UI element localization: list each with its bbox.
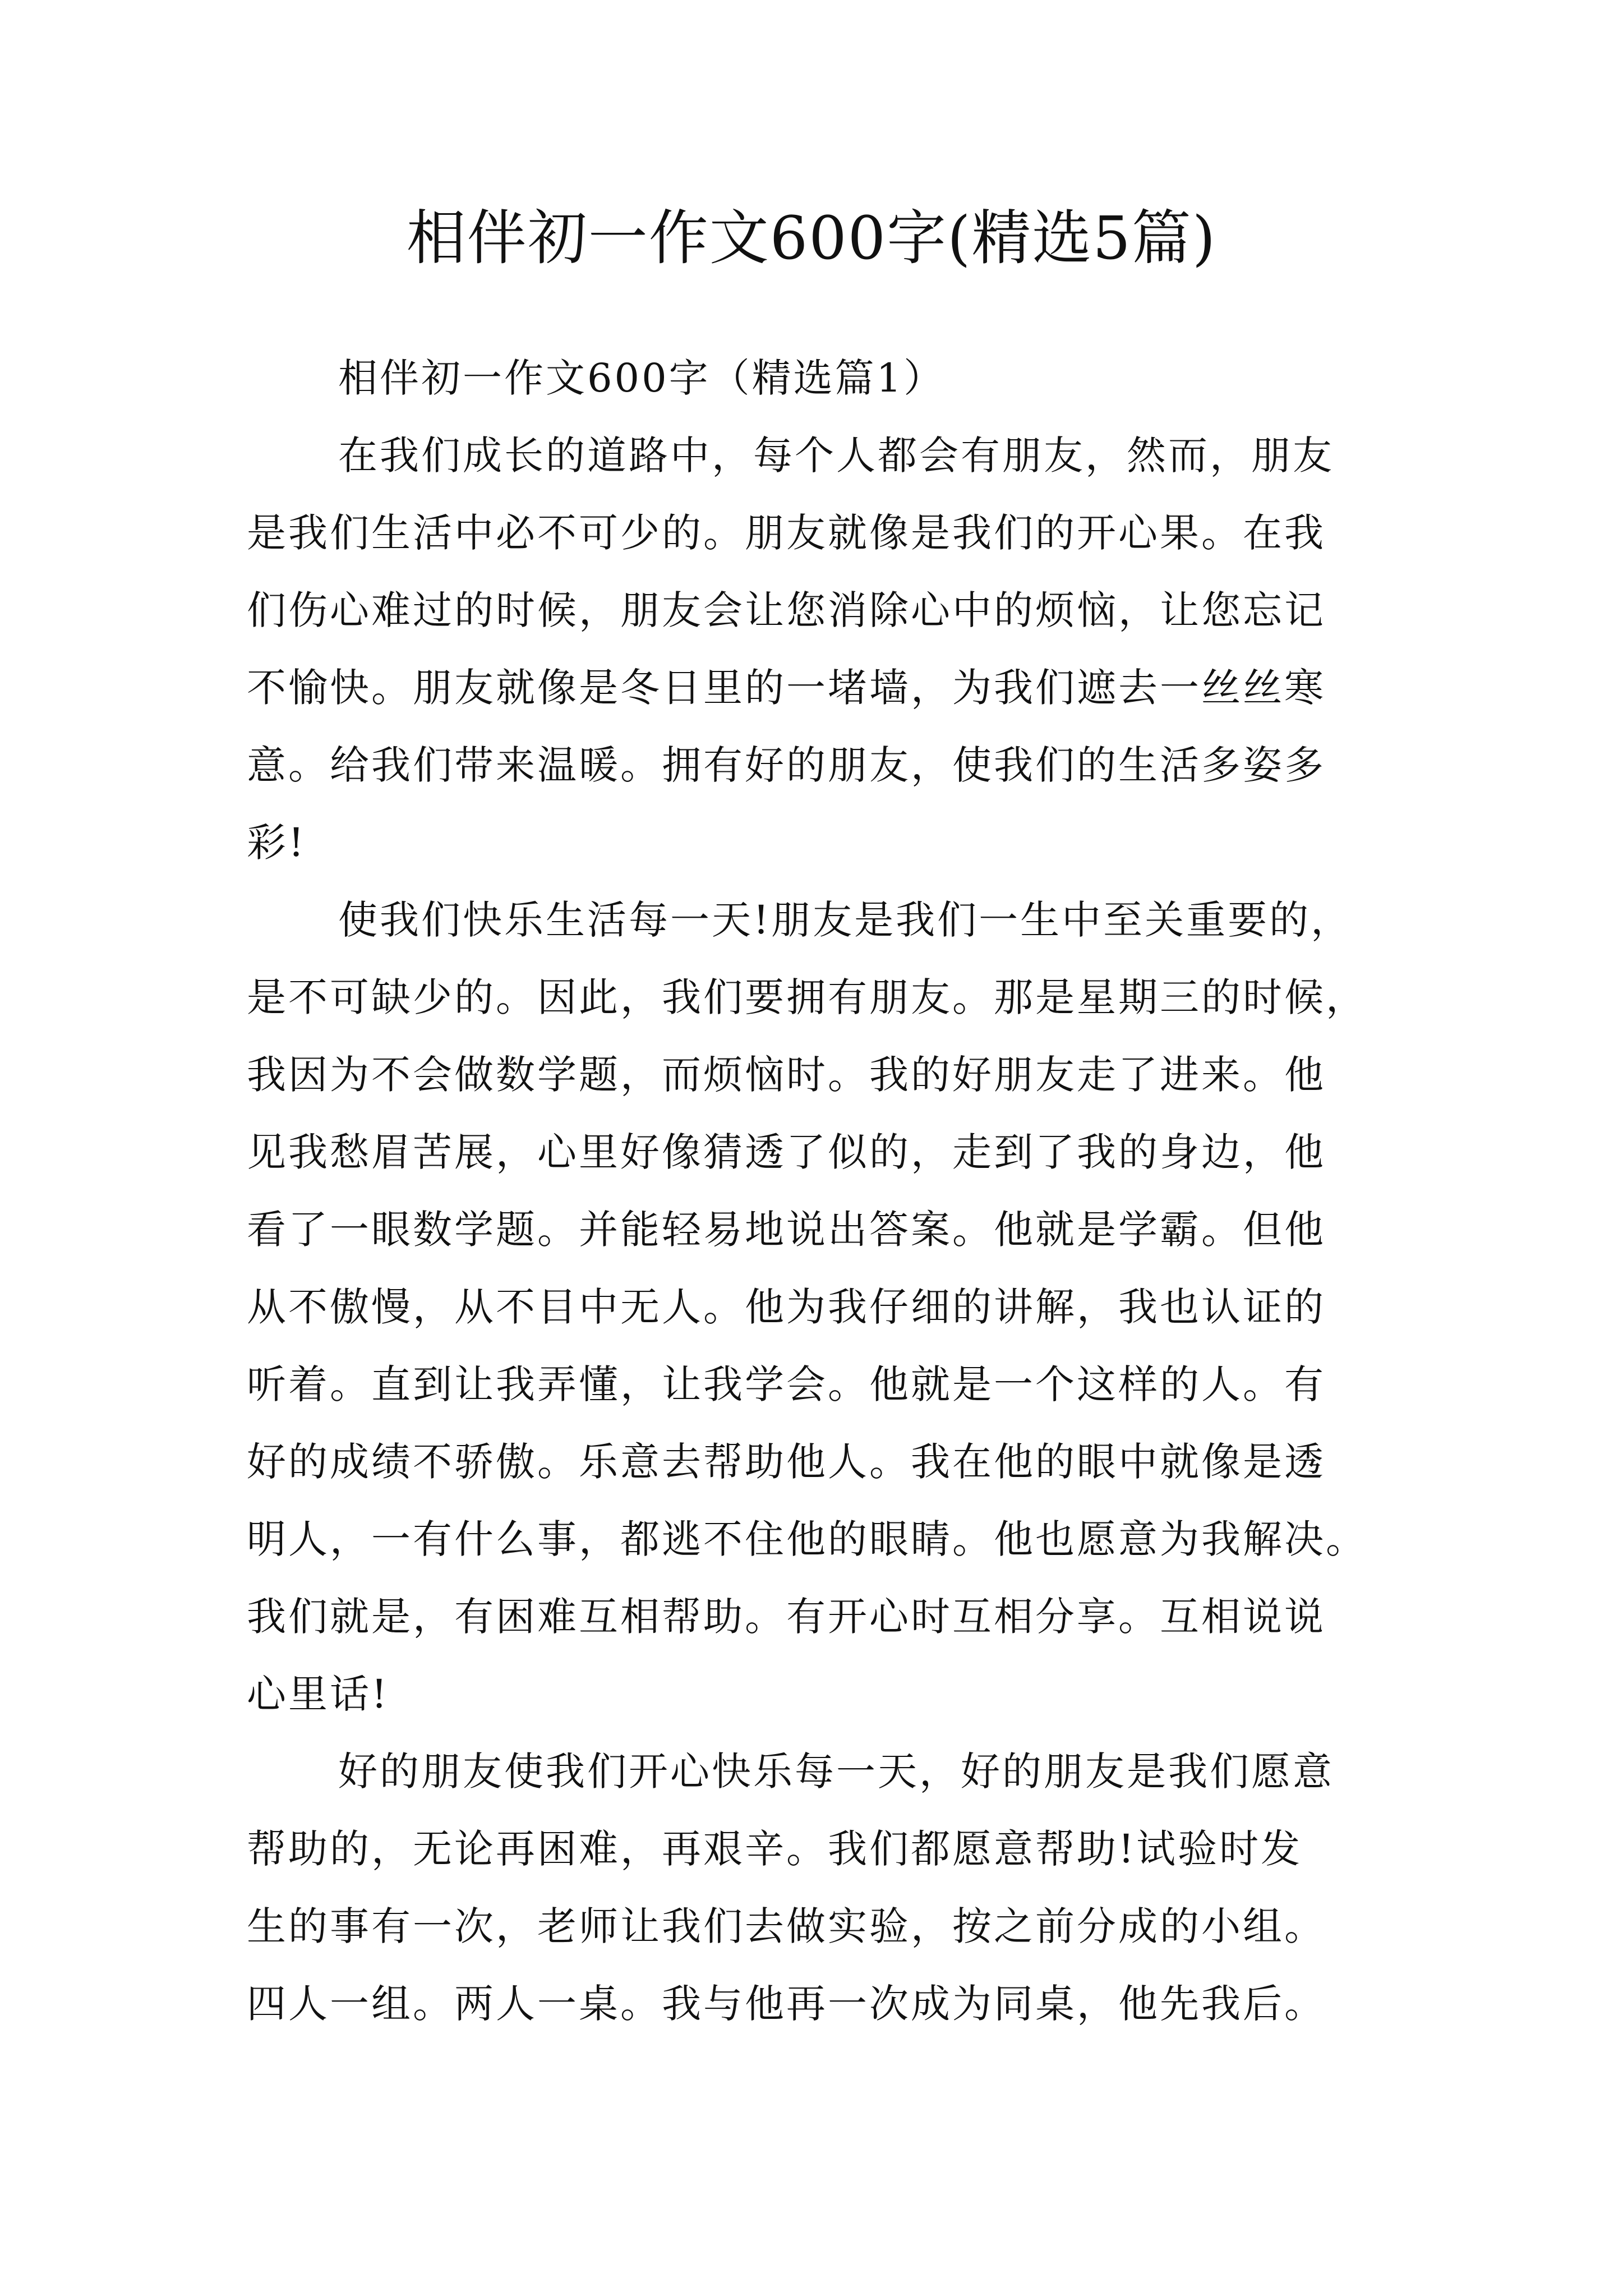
- text-line: 是不可缺少的。因此，我们要拥有朋友。那是星期三的时候，: [247, 974, 1367, 1020]
- text-line: 见我愁眉苦展，心里好像猜透了似的，走到了我的身边，他: [247, 1129, 1326, 1175]
- text-line: 帮助的，无论再困难，再艰辛。我们都愿意帮助!试验时发: [247, 1826, 1303, 1872]
- text-line: 在我们成长的道路中，每个人都会有朋友，然而，朋友: [338, 432, 1334, 478]
- text-line: 我们就是，有困难互相帮助。有开心时互相分享。互相说说: [247, 1594, 1326, 1640]
- document-body: [247, 339, 1391, 2042]
- text-line: 彩!: [247, 820, 307, 866]
- text-line: 听着。直到让我弄懂，让我学会。他就是一个这样的人。有: [247, 1361, 1326, 1407]
- text-line: 好的成绩不骄傲。乐意去帮助他人。我在他的眼中就像是透: [247, 1439, 1326, 1485]
- text-line: 是我们生活中必不可少的。朋友就像是我们的开心果。在我: [247, 510, 1326, 556]
- text-line: 使我们快乐生活每一天!朋友是我们一生中至关重要的，: [338, 897, 1353, 943]
- text-line: 生的事有一次，老师让我们去做实验，按之前分成的小组。: [247, 1903, 1326, 1949]
- text-line: 从不傲慢，从不目中无人。他为我仔细的讲解，我也认证的: [247, 1284, 1326, 1330]
- text-line: 不愉快。朋友就像是冬日里的一堵墙，为我们遮去一丝丝寒: [247, 665, 1326, 711]
- text-line: 明人，一有什么事，都逃不住他的眼睛。他也愿意为我解决。: [247, 1516, 1367, 1562]
- text-line: 四人一组。两人一桌。我与他再一次成为同桌，他先我后。: [247, 1981, 1326, 2027]
- text-line: 心里话!: [247, 1671, 390, 1717]
- text-line: 们伤心难过的时候，朋友会让您消除心中的烦恼，让您忘记: [247, 587, 1326, 633]
- text-line: 看了一眼数学题。并能轻易地说出答案。他就是学霸。但他: [247, 1207, 1326, 1253]
- text-line: 相伴初一作文600字（精选篇1）: [338, 355, 946, 401]
- text-line: 意。给我们带来温暖。拥有好的朋友，使我们的生活多姿多: [247, 742, 1326, 788]
- document-title: 相伴初一作文600字(精选5篇): [406, 204, 1217, 273]
- text-line: 好的朋友使我们开心快乐每一天，好的朋友是我们愿意: [338, 1749, 1334, 1795]
- text-line: 我因为不会做数学题，而烦恼时。我的好朋友走了进来。他: [247, 1052, 1326, 1098]
